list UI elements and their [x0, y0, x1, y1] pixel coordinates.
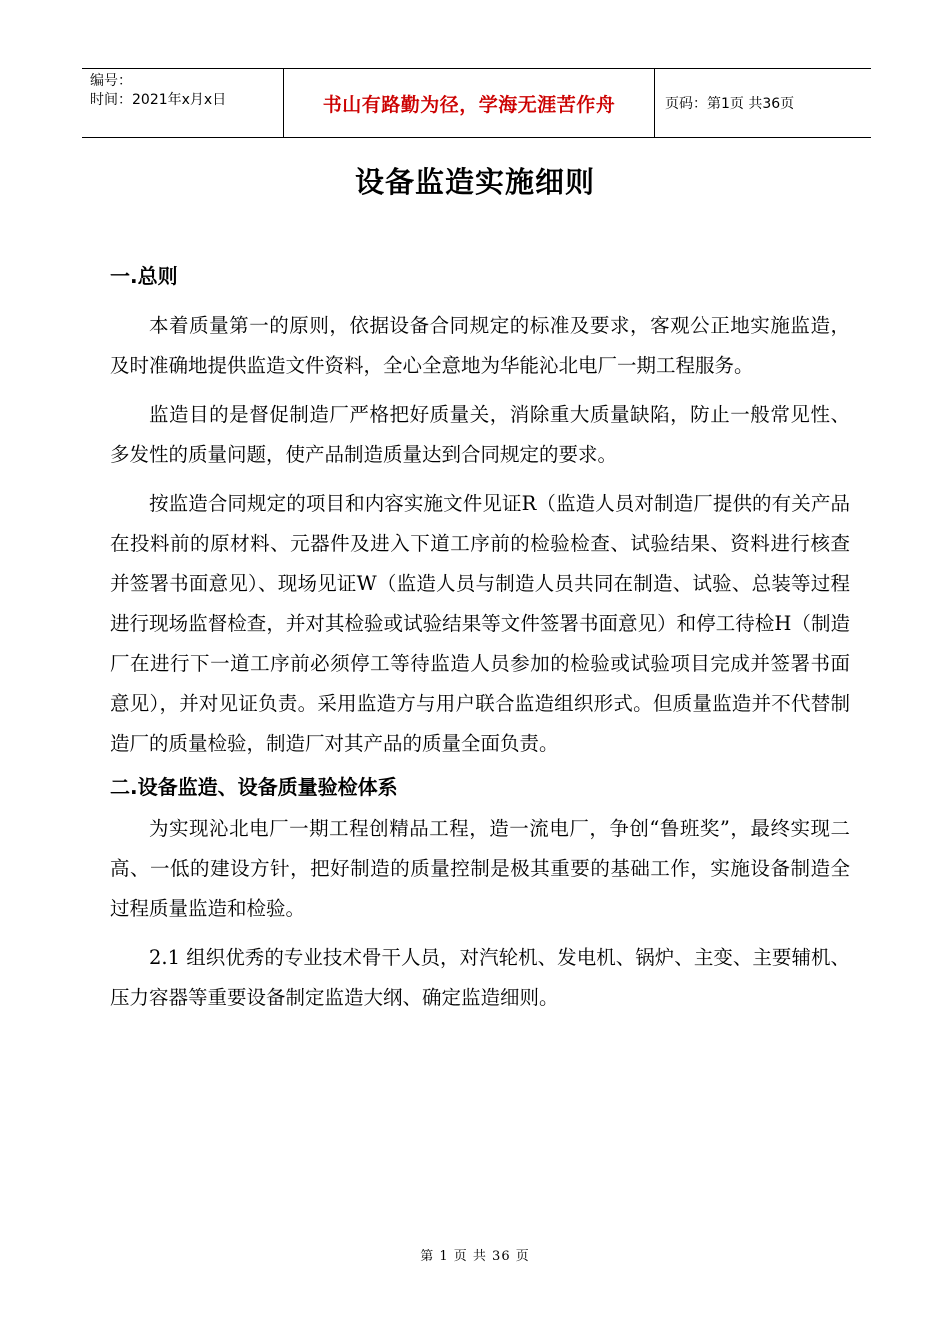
paragraph: 监造目的是督促制造厂严格把好质量关，消除重大质量缺陷，防止一般常见性、多发性的质量问题，使产品制造质量达到合同规定的要求。 [110, 403, 850, 466]
motto-text: 书山有路勤为径，学海无涯苦作舟 [322, 93, 616, 116]
paragraph: 本着质量第一的原则，依据设备合同规定的标准及要求，客观公正地实施监造，及时准确地提供监造文件资料，全心全意地为华能沁北电厂一期工程服务。 [110, 314, 850, 377]
paragraph: 2.1 组织优秀的专业技术骨干人员，对汽轮机、发电机、锅炉、主变、主要辅机、压力容器等重要设备制定监造大纲、确定监造细则。 [110, 946, 850, 1009]
number-label: 编号： [90, 73, 132, 89]
document-title: 设备监造实施细则 [354, 165, 595, 199]
header-motto-cell [284, 69, 655, 137]
document-body [110, 262, 850, 1027]
paragraph: 为实现沁北电厂一期工程创精品工程，造一流电厂，争创“鲁班奖”，最终实现二高、一低的建设方针，把好制造的质量控制是极其重要的基础工作，实施设备制造全过程质量监造和检验。 [110, 817, 850, 920]
header-page-cell [655, 69, 871, 137]
document-header [82, 68, 871, 138]
page-footer: 第 1 页 共 36 页 [420, 1249, 530, 1264]
paragraph: 按监造合同规定的项目和内容实施文件见证R（监造人员对制造厂提供的有关产品在投料前的原材料、元器件及进入下道工序前的检验检查、试验结果、资料进行核查并签署书面意见）、现场见证W（监造人员与制造人员共同在制造、试验、总装等过程进行现场监督检查，并对其检验或试验结果等文件签署书面意见）和停工待检H（制造厂在进行下一道工序前必须停工等待监造人员参加的检验或试验项目完成并签署书面意见），并对见证负责。采用监造方与用户联合监造组织形式。但质量监造并不代替制造厂的质量检验，制造厂对其产品的质量全面负责。 [110, 492, 850, 755]
section-heading-system: 二.设备监造、设备质量验检体系 [110, 775, 398, 799]
header-meta-cell [82, 69, 284, 137]
page-info: 页码：第1页 共36页 [665, 96, 795, 112]
date-label: 时间：2021年x月x日 [90, 92, 227, 108]
section-heading-general: 一.总则 [110, 264, 178, 288]
